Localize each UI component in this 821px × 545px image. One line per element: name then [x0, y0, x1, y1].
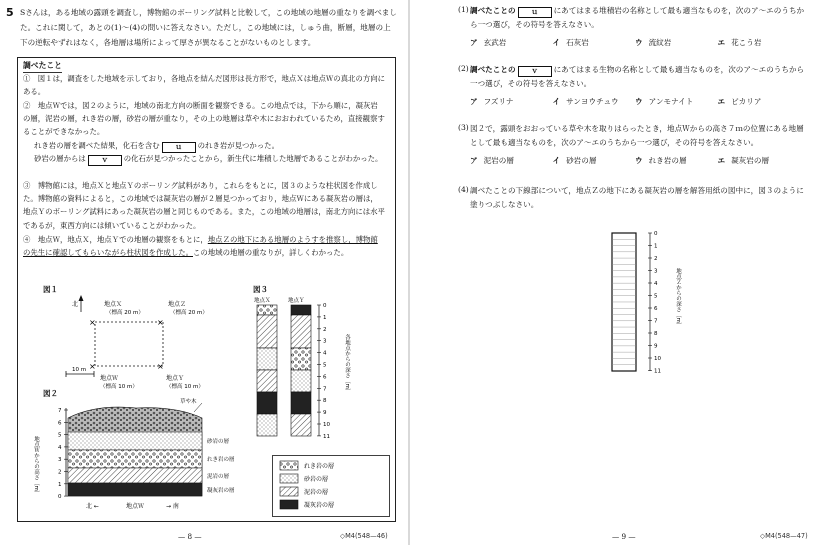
fig2-north: 北 ←: [86, 503, 99, 510]
fig3-tick-label-6: 6: [323, 374, 327, 381]
fig2-tick-label-5: 5: [58, 432, 62, 439]
fig1-point-z-mark: ×: [157, 318, 164, 327]
q2-blank: ｖ: [518, 66, 552, 77]
question-intro: Sさんは，ある地域の露頭を調査し，博物館のボーリング試料と比較して，この地域の地層の重なりを調べました。これに関して，あとの(1)～(4)の問いに答えなさい。ただし，この地域には，しゅう曲，断層，地層の上下の逆転やずれはなく，各地層は場所によって厚さが異なることがないものとします。: [20, 8, 397, 47]
fig3-column-x: [257, 305, 277, 436]
item-2-u-pre: れき岩の層を調べた結果，化石を含む: [34, 141, 160, 150]
q4-tick-label-11: 11: [654, 368, 661, 375]
fig2-layer-sandstone: [68, 432, 202, 450]
fig2-point-w: 地点Ｗ: [126, 503, 145, 510]
q1-choice-a[interactable]: ア 玄武岩: [470, 38, 507, 47]
fig3-tick-label-2: 2: [323, 326, 327, 333]
q4-tick-label-5: 5: [654, 293, 658, 300]
fig1-y-elev: （標高 10 m）: [166, 384, 204, 390]
question-number: 5: [6, 6, 14, 19]
fig3-col-y-label: 地点Ｙ: [288, 298, 305, 304]
fig2-tick-label-3: 3: [58, 457, 62, 464]
q4-tick-label-1: 1: [654, 243, 658, 250]
fig3-label: 図３: [253, 285, 268, 294]
q3-choice-b[interactable]: イ 砂岩の層: [552, 156, 597, 165]
legend: [272, 455, 390, 517]
q4-text: 調べたことの下線部について，地点Ｚの地下にある凝灰岩の層を解答用紙の図中に，図３のように塗りつぶしなさい。: [470, 186, 804, 209]
fig2-tuff-label: 凝灰岩の層: [207, 488, 235, 494]
q3-choices: [470, 155, 800, 167]
q2-choice-a[interactable]: ア フズリナ: [470, 97, 514, 106]
fig3-tick-label-0: 0: [323, 303, 327, 309]
item-2-v-post: の化石が見つかったことから，新生代に堆積した地層であることがわかった。: [123, 154, 383, 163]
page-number-right: — 9 —: [612, 532, 636, 541]
q4-tick-label-6: 6: [654, 306, 658, 312]
fig3-tick-label-1: 1: [323, 314, 327, 321]
q4-grid: [612, 239, 636, 364]
q2-choice-c[interactable]: ウ アンモナイト: [635, 97, 694, 106]
page-code-right: ◇M4(548—47): [760, 532, 808, 540]
legend-swatch-sandstone: [280, 474, 298, 483]
q3-choice-c[interactable]: ウ れき岩の層: [635, 156, 687, 165]
left-page: [0, 0, 408, 545]
fig3-column-y: [291, 305, 311, 436]
box-title: 調べたこと: [23, 60, 62, 72]
fig2-tick-label-1: 1: [58, 481, 62, 488]
fig3-tick-label-5: 5: [323, 362, 327, 369]
q2-choice-b[interactable]: イ サンヨウチュウ: [552, 97, 619, 106]
q3-choice-d[interactable]: エ 凝灰岩の層: [717, 156, 770, 165]
fig3-tick-label-9: 9: [323, 410, 327, 417]
fig3-tick-label-11: 11: [323, 433, 330, 440]
fig2-tick-label-6: 6: [58, 420, 62, 427]
q1-text-post: にあてはまる堆積岩の名称として最も適当なものを，次のア～エのうちから一つ選び，その符号を答えなさい。: [470, 6, 805, 29]
q3-number: (3): [458, 123, 469, 132]
fig2-tick-label-4: 4: [58, 444, 62, 451]
item-4-pre: ④ 地点Ｗ，地点Ｘ，地点Ｙでの地層の観察をもとに，: [23, 235, 208, 244]
q4-ylabel: 地点Ｚからの深さ〔m〕: [675, 268, 681, 329]
q1-choice-b[interactable]: イ 石灰岩: [552, 38, 589, 47]
fig2-tick-label-2: 2: [58, 469, 62, 476]
fig2-layer-mudstone: [68, 468, 202, 483]
fig2-ylabel: 地点Ｗからの高さ〔m〕: [33, 436, 39, 497]
q4-tick-label-8: 8: [654, 331, 658, 337]
q2-text-pre: 調べたことの: [470, 65, 516, 74]
item-1: ① 図１は，調査をした地域を示しており，各地点を結んだ図形は長方形で，地点Ｘは地点Ｗの真北の方向にある。: [23, 74, 385, 97]
q2-number: (2): [458, 64, 469, 73]
fig2-label: 図２: [43, 389, 58, 398]
q1-choice-d[interactable]: エ 花こう岩: [717, 38, 762, 47]
q4-tick-label-2: 2: [654, 256, 658, 262]
fig1-north-label: 北: [72, 301, 79, 308]
item-2-fossil-u: [23, 139, 385, 153]
fig2-cross-section: [26, 396, 235, 518]
legend-mudstone: 泥岩の層: [304, 489, 329, 496]
fig2-layer-conglomerate: [68, 450, 202, 468]
fig3-ylabel: 各地点からの深さ〔m〕: [344, 334, 350, 395]
fig2-layer-tuff: [68, 483, 202, 496]
fig2-tick-label-7: 7: [58, 408, 62, 414]
q4-tick-label-3: 3: [654, 268, 658, 275]
fig2-south: → 南: [166, 503, 179, 510]
q1-choice-c[interactable]: ウ 流紋岩: [635, 38, 672, 47]
fig1-z-elev: （標高 20 m）: [170, 310, 208, 316]
fig3-col-x-label: 地点Ｘ: [254, 298, 271, 304]
item-2-fossil-v: [23, 152, 385, 166]
q2-text: [470, 63, 810, 91]
q1-blank: ｕ: [518, 7, 552, 18]
fig2-grass-label: 草や木: [180, 399, 197, 405]
q4-answer-column[interactable]: [600, 228, 710, 376]
q4-tick-label-7: 7: [654, 318, 658, 325]
q4-tick-label-0: 0: [654, 231, 658, 237]
q4-tick-label-4: 4: [654, 281, 658, 287]
q1-choices: [470, 37, 800, 49]
fig3-tick-label-8: 8: [323, 398, 327, 405]
q3-choice-a[interactable]: ア 泥岩の層: [470, 156, 514, 165]
item-2-u-post: のれき岩が見つかった。: [197, 141, 279, 150]
blank-v: ｖ: [88, 155, 122, 166]
fig2-tick-label-0: 0: [58, 494, 62, 501]
fig2-gravel-label: れき岩の層: [207, 457, 235, 463]
q4-number: (4): [458, 185, 469, 194]
fig1-x-name: 地点Ｘ: [104, 301, 123, 308]
q1-text-pre: 調べたことの: [470, 6, 516, 15]
fig3-tick-label-4: 4: [323, 350, 327, 357]
fig3-tick-label-7: 7: [323, 386, 327, 393]
fig1-point-y-mark: ×: [157, 362, 164, 371]
legend-swatch-conglomerate: [280, 461, 298, 470]
item-2-v-pre: 砂岩の層からは: [34, 154, 86, 163]
q1-number: (1): [458, 5, 469, 14]
item-4-post: この地域の地層の重なりが，詳しくわかった。: [193, 248, 349, 258]
q2-text-post: にあてはまる生物の名称として最も適当なものを，次のア～エのうちから一つ選び，その符号を答えなさい。: [470, 65, 805, 88]
fig3-tick-label-10: 10: [323, 422, 330, 428]
item-4-underlined: 地点Ｚの地下にある地層のようすを推察し，博物館の先生に確認してもらいながら柱状図を作成した。: [23, 235, 378, 258]
legend-conglomerate: れき岩の層: [304, 463, 335, 470]
legend-tuff: 凝灰岩の層: [304, 502, 335, 509]
fig2-sand-label: 砂岩の層: [207, 439, 230, 445]
item-3: ③ 博物館には，地点Ｘと地点Ｙのボーリング試料があり，これらをもとに，図３のような柱状図を作成した。博物館の資料によると，この地域では凝灰岩の層が２層見つかっており，地点Ｗにある凝灰岩の層は，地点Ｙのボーリング試料にあった凝灰岩の層と同じものである。また，この地域の地層は，南北方向には水平であるが，東西方向には傾いていることがわかった。: [23, 181, 385, 230]
q3-text: 図２で，露頭をおおっている草や木を取りはらったとき，地点Ｗからの高さ７ｍの位置にある地層として最も適当なものを，次のア～エのうちから一つ選び，その符号を答えなさい。: [470, 124, 804, 147]
fig1-scale-label: 10 m: [72, 367, 87, 373]
q1-text: [470, 4, 810, 32]
fig1-label: 図１: [43, 285, 58, 294]
legend-swatch-tuff: [280, 500, 298, 509]
page-code-left: ◇M4(548—46): [340, 532, 388, 540]
fig1-z-name: 地点Ｚ: [168, 301, 187, 308]
q2-choices: [470, 96, 800, 108]
fig1-x-elev: （標高 20 m）: [106, 310, 144, 316]
q4-tick-label-10: 10: [654, 356, 661, 362]
fig1-point-x-mark: ×: [89, 318, 96, 327]
legend-swatch-mudstone: [280, 487, 298, 496]
page-number-left: — 8 —: [178, 532, 202, 541]
item-4: [23, 233, 385, 259]
legend-sandstone: 砂岩の層: [304, 476, 329, 483]
fig1-y-name: 地点Ｙ: [166, 375, 185, 382]
investigation-box: [17, 57, 396, 522]
item-2: ② 地点Ｗでは，図２のように，地域の南北方向の断面を観察できる。この地点では，下から順に，凝灰岩の層，泥岩の層，れき岩の層，砂岩の層が重なり，その上の地層は草や木におおわれているため，直接観察することができなかった。: [23, 101, 385, 137]
blank-u: ｕ: [162, 142, 196, 153]
fig2-ticks: [58, 408, 68, 500]
fig3-columns: [245, 294, 385, 444]
page-gutter: [408, 0, 410, 545]
q2-choice-d[interactable]: エ ビカリア: [717, 97, 762, 106]
fig1-w-elev: （標高 10 m）: [100, 384, 138, 390]
fig1-w-name: 地点Ｗ: [100, 375, 119, 382]
fig1-map: [26, 294, 231, 394]
q4-tick-label-9: 9: [654, 343, 658, 350]
fig3-tick-label-3: 3: [323, 338, 327, 345]
fig1-point-w-mark: ×: [89, 362, 96, 371]
fig2-mud-label: 泥岩の層: [207, 474, 230, 480]
